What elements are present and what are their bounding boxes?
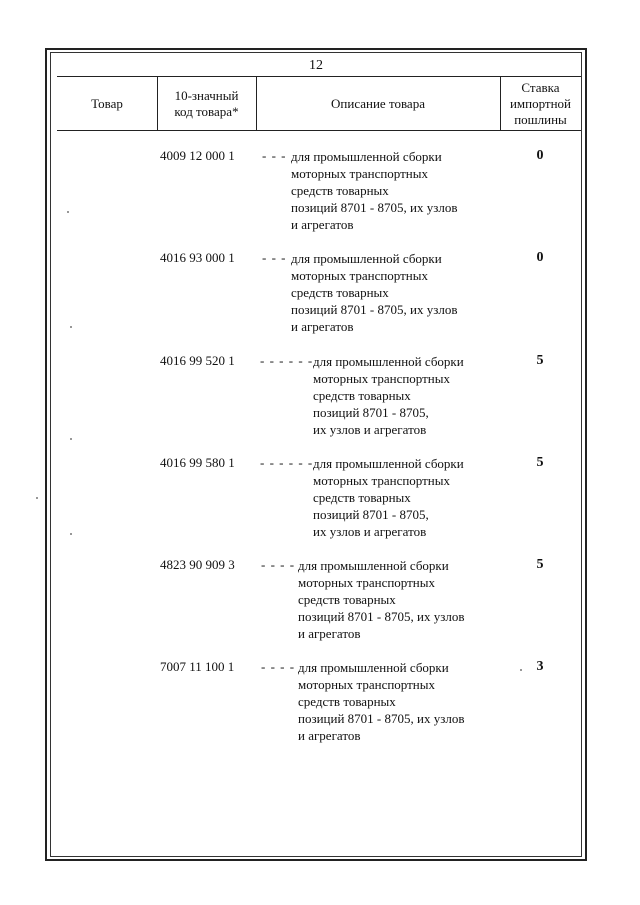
row-6-rate: 3 [536, 659, 544, 674]
row-2-description [291, 250, 457, 335]
row-5-code: 4823 90 909 3 [160, 557, 235, 572]
row-3-line-4: позиций 8701 - 8705, [313, 405, 429, 420]
row-5-dashes: - - - - [261, 557, 296, 572]
header-rate [500, 80, 581, 128]
row-1-line-5: и агрегатов [291, 217, 354, 232]
row-4-line-4: позиций 8701 - 8705, [313, 507, 429, 522]
row-1-dashes: - - - [262, 148, 287, 163]
row-4-line-3: средств товарных [313, 490, 411, 505]
row-5-line-5: и агрегатов [298, 626, 361, 641]
row-4-line-5: их узлов и агрегатов [313, 524, 427, 539]
header-bottom-rule [57, 130, 581, 131]
row-2-line-2: моторных транспортных [291, 268, 429, 283]
scan-speck [67, 211, 69, 213]
header-description: Описание товара [331, 96, 425, 111]
row-3-line-3: средств товарных [313, 388, 411, 403]
header-rate-line2: импортной [509, 96, 572, 111]
row-4-rate: 5 [536, 455, 544, 470]
row-3-line-2: моторных транспортных [313, 371, 451, 386]
row-5-rate: 5 [536, 557, 544, 572]
row-5-line-3: средств товарных [298, 592, 396, 607]
header-rate-line3: пошлины [514, 112, 567, 127]
row-5-line-2: моторных транспортных [298, 575, 436, 590]
row-5-line-4: позиций 8701 - 8705, их узлов [298, 609, 465, 624]
row-3-rate: 5 [536, 353, 544, 368]
row-6-line-5: и агрегатов [298, 728, 361, 743]
scan-speck [36, 497, 38, 499]
row-2-line-5: и агрегатов [291, 319, 354, 334]
row-3-line-1: для промышленной сборки [313, 354, 464, 369]
header-code-line1: 10-значный [174, 88, 239, 103]
row-4-description [313, 455, 464, 540]
row-1-line-4: позиций 8701 - 8705, их узлов [291, 200, 458, 215]
header-rate-line1: Ставка [521, 80, 560, 95]
row-1-line-2: моторных транспортных [291, 166, 429, 181]
row-6-line-1: для промышленной сборки [298, 660, 449, 675]
scan-speck [520, 669, 522, 671]
row-1-line-3: средств товарных [291, 183, 389, 198]
row-3-code: 4016 99 520 1 [160, 353, 235, 368]
page-number: 12 [309, 58, 323, 73]
row-4-line-2: моторных транспортных [313, 473, 451, 488]
row-6-dashes: - - - - [261, 659, 296, 674]
scan-speck [70, 438, 72, 440]
row-2-dashes: - - - [262, 250, 287, 265]
row-2-line-4: позиций 8701 - 8705, их узлов [291, 302, 458, 317]
row-6-line-4: позиций 8701 - 8705, их узлов [298, 711, 465, 726]
header-code-line2: код товара* [174, 104, 239, 119]
row-3-description [313, 353, 464, 438]
row-1-description [291, 148, 457, 233]
row-2-rate: 0 [536, 250, 544, 265]
row-2-line-3: средств товарных [291, 285, 389, 300]
scan-speck [70, 533, 72, 535]
row-3-line-5: их узлов и агрегатов [313, 422, 427, 437]
row-2-line-1: для промышленной сборки [291, 251, 442, 266]
header-top-rule [57, 76, 581, 77]
row-6-code: 7007 11 100 1 [160, 659, 235, 674]
row-5-description [298, 557, 464, 642]
row-2-code: 4016 93 000 1 [160, 250, 235, 265]
row-1-line-1: для промышленной сборки [291, 149, 442, 164]
row-1-rate: 0 [536, 148, 544, 163]
scan-speck [70, 326, 72, 328]
row-6-description [298, 659, 464, 744]
row-3-dashes: - - - - - - [260, 353, 314, 368]
row-4-code: 4016 99 580 1 [160, 455, 235, 470]
row-6-line-3: средств товарных [298, 694, 396, 709]
row-4-line-1: для промышленной сборки [313, 456, 464, 471]
row-1-code: 4009 12 000 1 [160, 148, 235, 163]
row-6-line-2: моторных транспортных [298, 677, 436, 692]
header-code [157, 88, 256, 120]
row-5-line-1: для промышленной сборки [298, 558, 449, 573]
row-4-dashes: - - - - - - [260, 455, 314, 470]
header-goods: Товар [91, 96, 123, 111]
